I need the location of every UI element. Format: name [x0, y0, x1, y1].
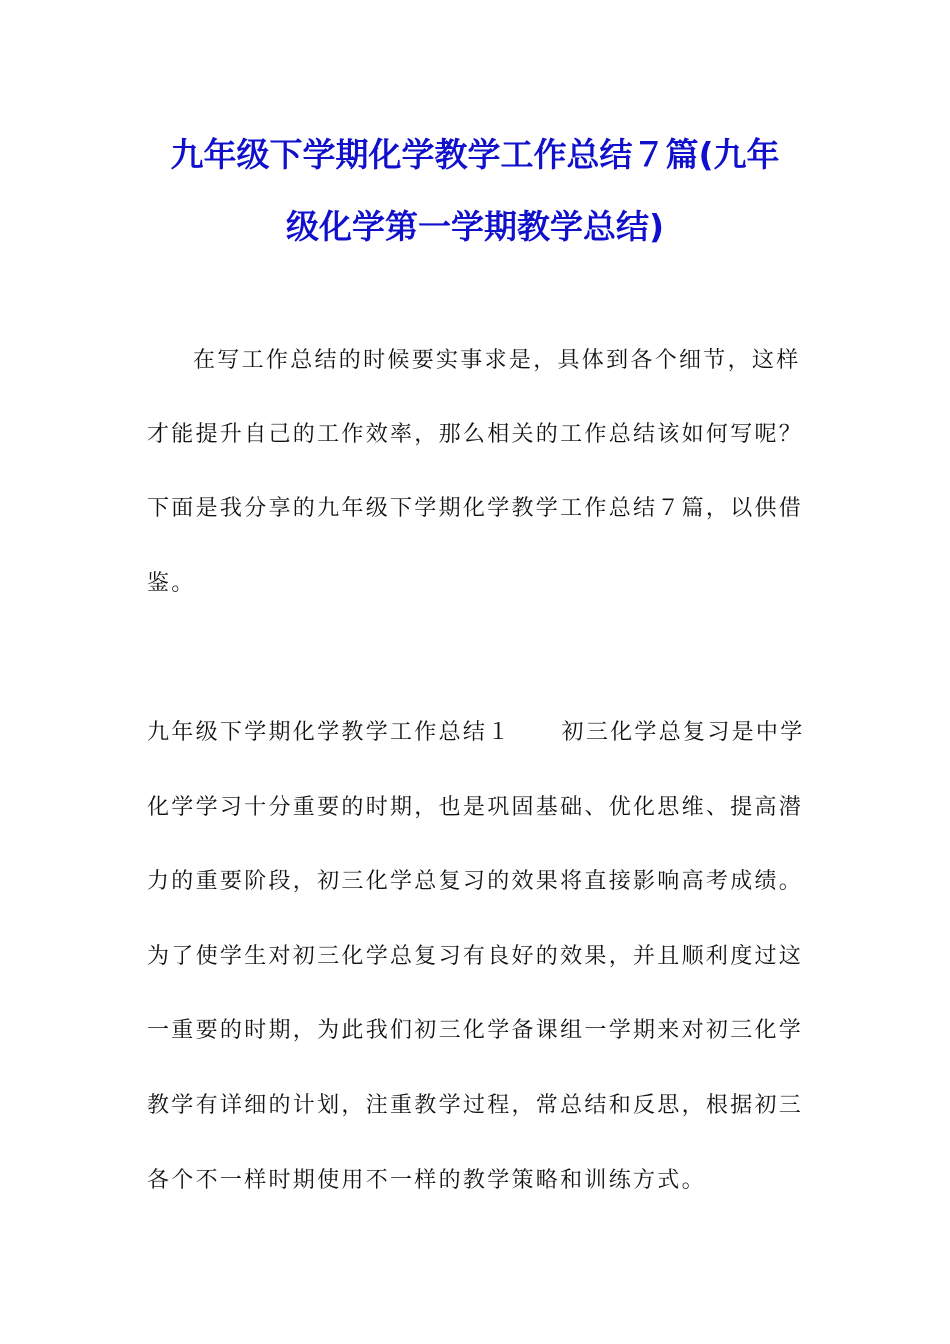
section-1-line-7: 各个不一样时期使用不一样的教学策略和训练方式。 [147, 1168, 706, 1193]
intro-line-2: 才能提升自己的工作效率，那么相关的工作总结该如何写呢？ [147, 422, 804, 447]
intro-line-3: 下面是我分享的九年级下学期化学教学工作总结７篇，以供借 [147, 496, 804, 521]
intro-line-4: 鉴。 [147, 571, 196, 596]
section-1-line-4: 为了使学生对初三化学总复习有良好的效果，并且顺利度过这 [147, 944, 804, 969]
section-1-line-5: 一重要的时期，为此我们初三化学备课组一学期来对初三化学 [147, 1018, 804, 1043]
section-1-line-3: 力的重要阶段，初三化学总复习的效果将直接影响高考成绩。 [147, 869, 804, 894]
intro-line-1: 在写工作总结的时候要实事求是，具体到各个细节，这样 [193, 348, 801, 373]
section-1-first-line [147, 722, 807, 744]
document-title-line-1: 九年级下学期化学教学工作总结７篇(九年 [170, 135, 780, 174]
section-1-first-line-text: 初三化学总复习是中学 [561, 720, 805, 745]
document-title-line-2: 级化学第一学期教学总结) [285, 207, 665, 246]
section-1-line-2: 化学学习十分重要的时期，也是巩固基础、优化思维、提高潜 [147, 795, 804, 820]
section-1-heading: 九年级下学期化学教学工作总结１ [147, 720, 512, 745]
section-1-line-6: 教学有详细的计划，注重教学过程，常总结和反思，根据初三 [147, 1093, 804, 1118]
